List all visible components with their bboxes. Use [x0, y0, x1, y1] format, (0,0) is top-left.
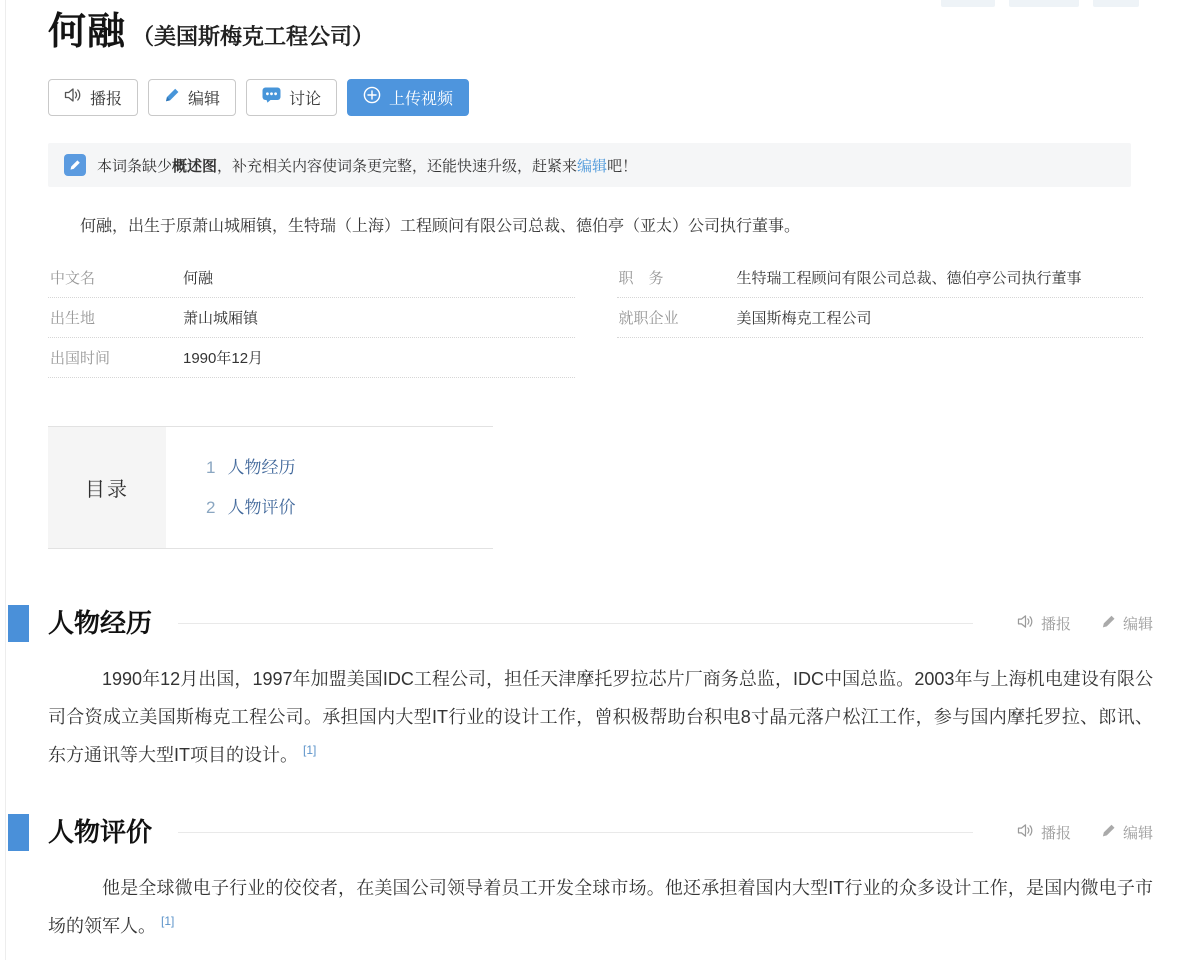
discuss-button-label: 讨论 [289, 91, 322, 108]
table-of-contents [48, 426, 493, 549]
info-label: 就职企业 [618, 310, 679, 327]
reference-link[interactable]: [1] [303, 743, 317, 757]
plus-circle-icon [363, 86, 381, 109]
entry-subtitle: （美国斯梅克工程公司） [132, 24, 375, 49]
toc-item-link[interactable]: 人物评价 [227, 498, 296, 517]
section-broadcast-button[interactable] [1017, 613, 1071, 634]
section-header [48, 812, 1155, 852]
cropped-item [1093, 0, 1139, 7]
info-value: 萧山城厢镇 [183, 310, 259, 327]
section-edit-button[interactable] [1101, 822, 1153, 843]
notice-text-post: 吧！ [607, 157, 638, 175]
info-value: 生特瑞工程顾问有限公司总裁、德伯亭公司执行董事 [736, 270, 1082, 287]
info-value: 1990年12月 [183, 350, 264, 367]
cropped-toolbar-remnant [941, 0, 1139, 7]
info-row [48, 298, 575, 338]
edit-button[interactable] [148, 79, 236, 116]
pencil-icon [164, 87, 180, 108]
toc-item-experience[interactable] [206, 448, 295, 488]
entry-summary: 何融，出生于原萧山城厢镇，生特瑞（上海）工程顾问有限公司总裁、德伯亭（亚太）公司执行董事。 [80, 218, 801, 235]
section-controls [1017, 613, 1155, 634]
basic-info-box [48, 258, 1143, 378]
reference-link[interactable]: [1] [161, 914, 175, 928]
info-row [617, 298, 1144, 338]
section-body [48, 869, 1153, 945]
info-column-left [48, 258, 575, 378]
info-label: 出生地 [50, 310, 96, 327]
speaker-icon [1017, 614, 1034, 633]
info-value: 何融 [183, 270, 214, 287]
section-header [48, 603, 1155, 643]
pencil-icon [1101, 614, 1116, 633]
broadcast-button[interactable] [48, 79, 138, 116]
toc-item-number: 1 [206, 458, 216, 477]
title-action-bar [48, 79, 1155, 116]
section-edit-label: 编辑 [1122, 824, 1153, 842]
section-body-text: 他是全球微电子行业的佼佼者，在美国公司领导着员工开发全球市场。他还承担着国内大型IT行业的众多设计工作，是国内微电子市场的领军人。 [48, 878, 1153, 936]
upload-video-button[interactable] [347, 79, 469, 116]
section-title: 人物评价 [48, 812, 152, 852]
entry-name: 何融 [48, 11, 127, 53]
toc-item-evaluation[interactable] [206, 488, 295, 528]
pencil-icon [1101, 823, 1116, 842]
section-title: 人物经历 [48, 603, 152, 643]
speaker-icon [1017, 823, 1034, 842]
missing-image-notice [48, 143, 1131, 187]
toc-item-link[interactable]: 人物经历 [227, 458, 296, 477]
section-divider-line [178, 623, 973, 624]
discuss-button[interactable] [246, 79, 337, 116]
info-label: 中文名 [50, 270, 96, 287]
broadcast-button-label: 播报 [90, 91, 123, 108]
info-value: 美国斯梅克工程公司 [736, 310, 872, 327]
section-broadcast-label: 播报 [1040, 615, 1071, 633]
toc-list [166, 427, 295, 548]
section-evaluation [48, 812, 1155, 945]
speaker-icon [64, 87, 82, 108]
notice-text-bold: 概述图 [172, 157, 218, 175]
cropped-item [1009, 0, 1079, 7]
info-row [48, 258, 575, 298]
edit-pencil-icon [64, 154, 86, 176]
page-left-border [5, 0, 6, 960]
info-row [48, 338, 575, 378]
notice-text [97, 155, 637, 176]
section-experience [48, 603, 1155, 774]
info-label: 职 务 [618, 270, 664, 287]
section-broadcast-button[interactable] [1017, 822, 1071, 843]
section-body [48, 660, 1153, 774]
notice-edit-link[interactable]: 编辑 [577, 157, 608, 175]
info-label: 出国时间 [50, 350, 111, 367]
page-title [48, 6, 1155, 63]
toc-title: 目录 [48, 427, 166, 548]
cropped-item [941, 0, 995, 7]
info-row [617, 258, 1144, 298]
edit-button-label: 编辑 [188, 91, 221, 108]
section-body-text: 1990年12月出国，1997年加盟美国IDC工程公司，担任天津摩托罗拉芯片厂商务总监，IDC中国总监。2003年与上海机电建设有限公司合资成立美国斯梅克工程公司。承担国内大型IT行业的设计工作，曾积极帮助台积电8寸晶元落户松江工作，参与国内摩托罗拉、郎讯、东方通讯等大型IT项目的设计。 [48, 669, 1153, 765]
section-divider-line [178, 832, 973, 833]
section-edit-button[interactable] [1101, 613, 1153, 634]
notice-text-mid: ，补充相关内容使词条更完整，还能快速升级，赶紧来 [217, 157, 578, 175]
notice-text-pre: 本词条缺少 [97, 157, 173, 175]
section-broadcast-label: 播报 [1040, 824, 1071, 842]
section-edit-label: 编辑 [1122, 615, 1153, 633]
info-column-right [617, 258, 1144, 378]
section-controls [1017, 822, 1155, 843]
upload-video-button-label: 上传视频 [389, 91, 454, 108]
toc-item-number: 2 [206, 498, 216, 517]
comment-icon [262, 87, 281, 108]
